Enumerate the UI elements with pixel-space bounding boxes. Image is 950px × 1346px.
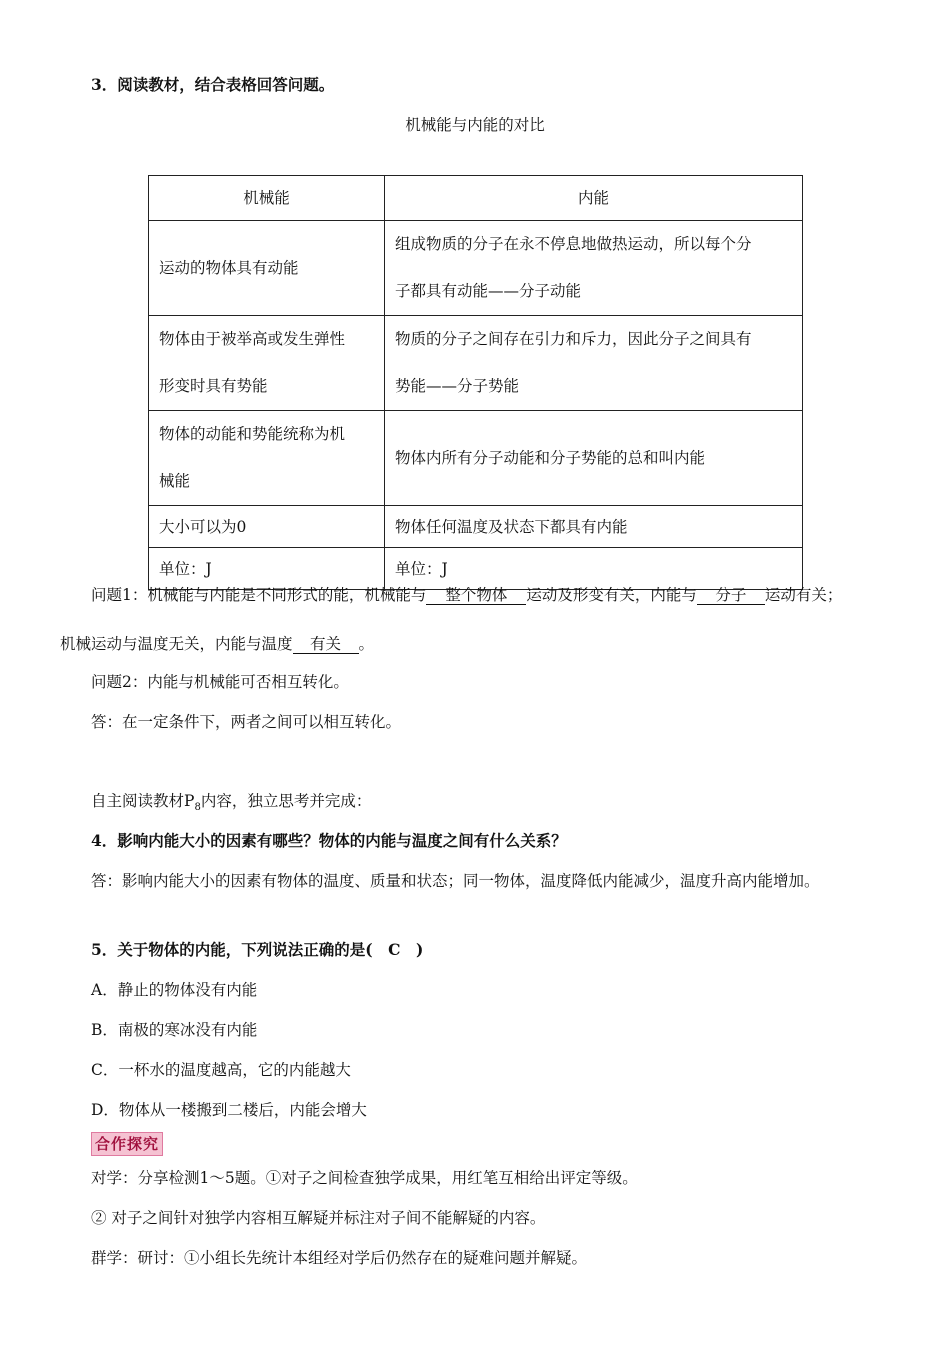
mech-cell: 大小可以为0 <box>149 506 385 548</box>
mech-cell <box>149 316 385 411</box>
table-row <box>149 506 803 548</box>
table-header-row <box>149 176 803 221</box>
internal-cell: 物体任何温度及状态下都具有内能 <box>385 506 803 548</box>
q4-prompt: 4．影响内能大小的因素有哪些？物体的内能与温度之间有什么关系？ <box>91 831 567 850</box>
question1-text: 问题1：机械能与内能是不同形式的能，机械能与 <box>91 586 427 604</box>
question1-text: 机械运动与温度无关，内能与温度 <box>60 635 293 653</box>
self-study-text: 内容，独立思考并完成： <box>200 792 372 810</box>
question2: 问题2：内能与机械能可否相互转化。 <box>91 673 349 691</box>
answer-blank: 有关 <box>293 635 359 654</box>
answer-blank: 分子 <box>697 586 765 605</box>
question1-text: 。 <box>358 635 375 653</box>
comparison-table <box>148 175 803 590</box>
q3-prompt: 3．阅读教材，结合表格回答问题。 <box>91 75 335 94</box>
cell-line: 物体由于被举高或发生弹性 <box>159 330 346 348</box>
cell-line: 物体的动能和势能统称为机 <box>159 425 346 443</box>
internal-cell: 单位：J <box>385 548 803 590</box>
coop-line-2: ② 对子之间针对独学内容相互解疑并标注对子间不能解疑的内容。 <box>91 1209 546 1227</box>
q5-option-a: A．静止的物体没有内能 <box>91 981 258 999</box>
q5-option-c: C．一杯水的温度越高，它的内能越大 <box>91 1061 351 1079</box>
table-row <box>149 221 803 316</box>
cell-line: 物质的分子之间存在引力和斥力，因此分子之间具有 <box>395 330 752 348</box>
question1-text: 运动有关； <box>764 586 843 604</box>
mech-cell: 运动的物体具有动能 <box>149 221 385 316</box>
internal-cell <box>385 221 803 316</box>
header-mechanical: 机械能 <box>149 176 385 221</box>
cell-line: 子都具有动能——分子动能 <box>395 282 582 300</box>
cell-line: 组成物质的分子在永不停息地做热运动，所以每个分 <box>395 235 752 253</box>
self-study-instruction <box>91 789 371 813</box>
q4-answer: 答：影响内能大小的因素有物体的温度、质量和状态；同一物体，温度降低内能减少，温度升高内能增加。 <box>91 872 820 890</box>
mech-cell <box>149 411 385 506</box>
q5-prompt: 5．关于物体的内能，下列说法正确的是( C ) <box>91 940 424 959</box>
question1-line2 <box>60 632 374 654</box>
mech-cell: 单位：J <box>149 548 385 590</box>
question1-line1 <box>91 583 842 605</box>
q5-option-b: B．南极的寒冰没有内能 <box>91 1021 258 1039</box>
coop-line-1: 对学：分享检测1～5题。①对子之间检查独学成果，用红笔互相给出评定等级。 <box>91 1169 638 1187</box>
table-title: 机械能与内能的对比 <box>405 116 545 134</box>
cell-line: 形变时具有势能 <box>159 377 268 395</box>
answer-blank: 整个物体 <box>426 586 526 605</box>
cooperative-inquiry-badge: 合作探究 <box>91 1132 163 1156</box>
header-internal: 内能 <box>385 176 803 221</box>
coop-line-3: 群学：研讨：①小组长先统计本组经对学后仍然存在的疑难问题并解疑。 <box>91 1249 588 1267</box>
page-subscript: 8 <box>194 802 201 814</box>
q5-option-d: D．物体从一楼搬到二楼后，内能会增大 <box>91 1101 367 1119</box>
cell-line: 势能——分子势能 <box>395 377 520 395</box>
table-row <box>149 411 803 506</box>
table-row <box>149 316 803 411</box>
self-study-text: 自主阅读教材P <box>91 792 195 810</box>
cell-line: 械能 <box>159 472 191 490</box>
internal-cell <box>385 316 803 411</box>
answer2: 答：在一定条件下，两者之间可以相互转化。 <box>91 713 402 731</box>
internal-cell: 物体内所有分子动能和分子势能的总和叫内能 <box>385 411 803 506</box>
question1-text: 运动及形变有关，内能与 <box>526 586 697 604</box>
